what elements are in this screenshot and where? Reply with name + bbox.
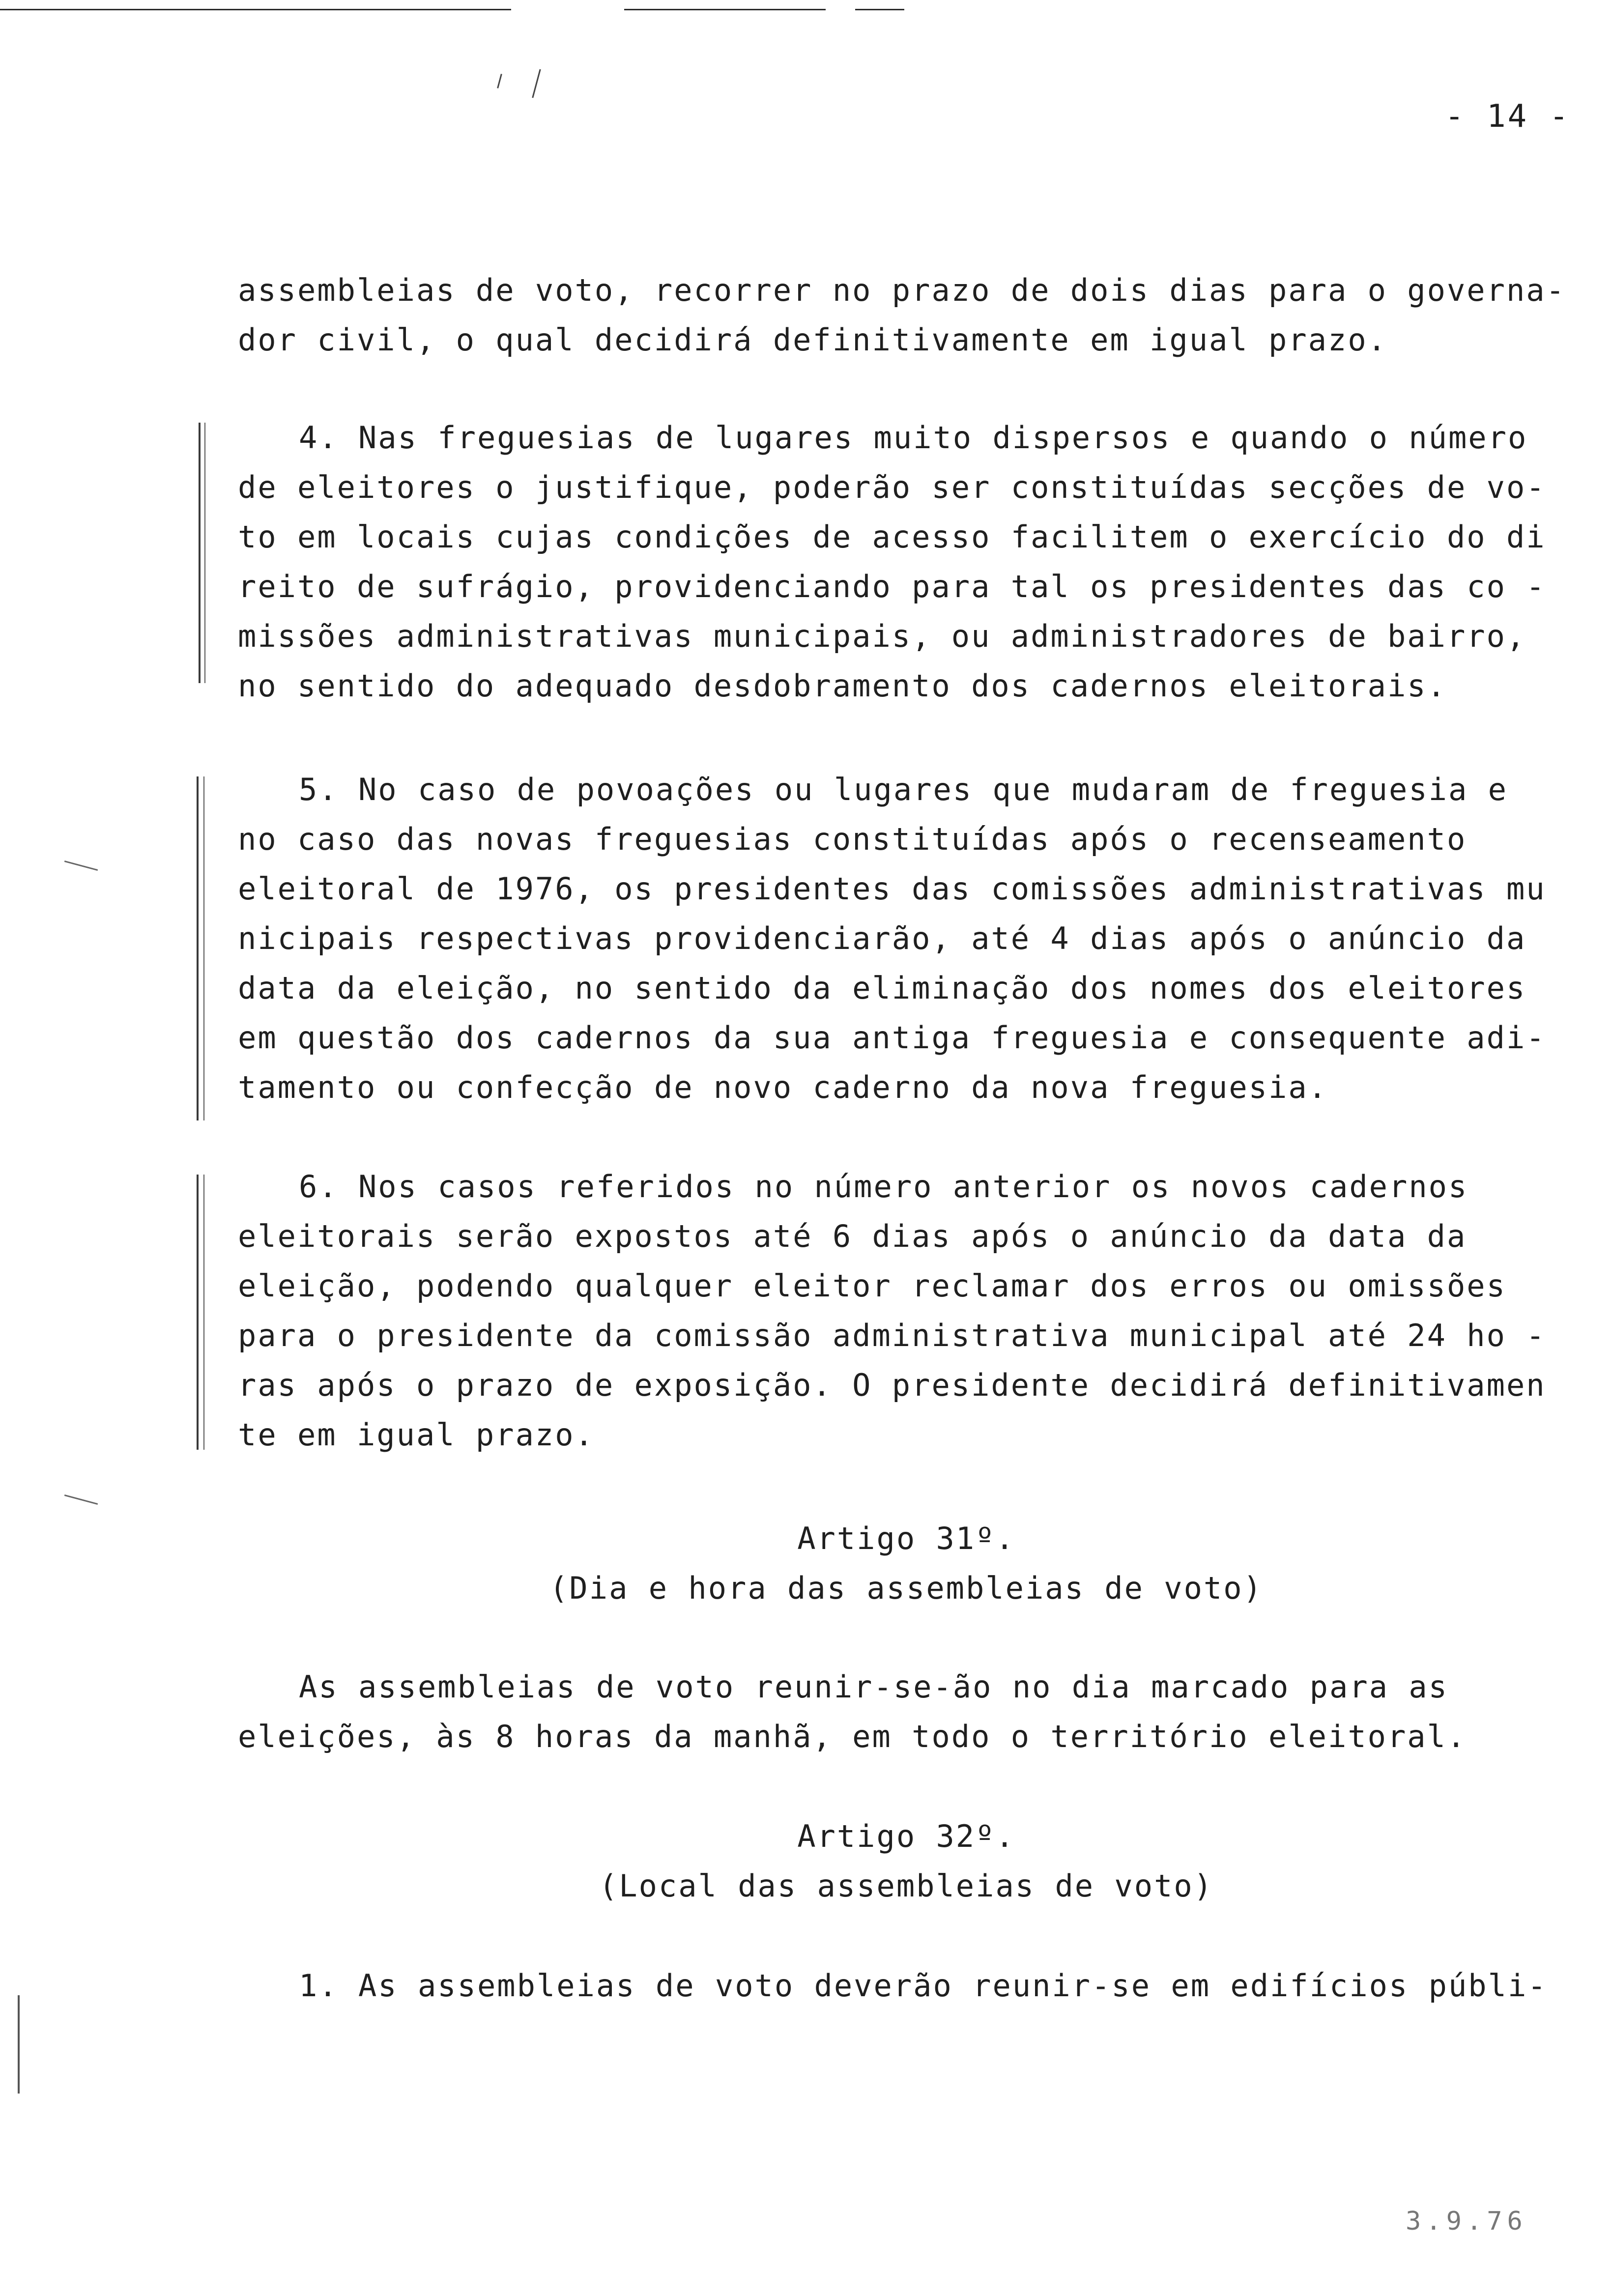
article-31-body <box>238 1662 1575 1761</box>
margin-bar-paragraph-6 <box>197 1175 199 1450</box>
text-line: 1. As assembleias de voto deverão reunir-se em edifícios públi- <box>299 1968 1548 2004</box>
scan-mark <box>497 74 502 88</box>
margin-bar-paragraph-5 <box>203 776 204 1120</box>
text-line: de eleitores o justifique, poderão ser constituídas secções de vo- <box>238 469 1546 505</box>
date-stamp: 3.9.76 <box>1406 2207 1527 2236</box>
text-line: em questão dos cadernos da sua antiga freguesia e consequente adi- <box>238 1020 1546 1056</box>
continuation-paragraph <box>238 265 1575 365</box>
article-32-title: Artigo 32º. <box>797 1818 1015 1854</box>
text-line: 6. Nos casos referidos no número anterior os novos cadernos <box>299 1169 1468 1205</box>
text-line: eleições, às 8 horas da manhã, em todo o território eleitoral. <box>238 1719 1467 1754</box>
text-line: no caso das novas freguesias constituídas após o recenseamento <box>238 821 1467 857</box>
text-line: tamento ou confecção de novo caderno da nova freguesia. <box>238 1069 1328 1105</box>
text-line: to em locais cujas condições de acesso facilitem o exercício do di <box>238 519 1546 555</box>
article-32-subtitle: (Local das assembleias de voto) <box>599 1868 1214 1904</box>
scan-mark <box>64 861 98 871</box>
text-line: eleitorais serão expostos até 6 dias após o anúncio da data da <box>238 1218 1467 1254</box>
text-line: 4. Nas freguesias de lugares muito dispersos e quando o número <box>299 420 1528 456</box>
margin-bar-paragraph-4 <box>199 423 201 683</box>
text-line: missões administrativas municipais, ou administradores de bairro, <box>238 618 1526 654</box>
text-line: 5. No caso de povoações ou lugares que mudaram de freguesia e <box>299 772 1508 807</box>
text-line: eleição, podendo qualquer eleitor reclamar dos erros ou omissões <box>238 1268 1506 1304</box>
article-31-subtitle: (Dia e hora das assembleias de voto) <box>549 1570 1263 1606</box>
text-line: para o presidente da comissão administrativa municipal até 24 ho - <box>238 1318 1546 1353</box>
text-line: assembleias de voto, recorrer no prazo de dois dias para o governa- <box>238 272 1566 308</box>
scan-mark <box>64 1494 98 1505</box>
text-line: As assembleias de voto reunir-se-ão no dia marcado para as <box>299 1669 1448 1705</box>
text-line: eleitoral de 1976, os presidentes das comissões administrativas mu <box>238 871 1546 907</box>
top-border-line <box>0 9 511 10</box>
text-line: reito de sufrágio, providenciando para tal os presidentes das co - <box>238 569 1546 604</box>
top-border-line <box>855 9 904 10</box>
scan-mark <box>18 1995 20 2094</box>
text-line: nicipais respectivas providenciarão, até 4 dias após o anúncio da <box>238 920 1526 956</box>
text-line: dor civil, o qual decidirá definitivamente em igual prazo. <box>238 322 1387 358</box>
page-number: - 14 - <box>1445 98 1571 135</box>
margin-bar-paragraph-4 <box>204 423 205 683</box>
article-32-body <box>238 1961 1575 2010</box>
paragraph-4 <box>238 413 1575 711</box>
article-31-title: Artigo 31º. <box>797 1521 1015 1556</box>
margin-bar-paragraph-6 <box>203 1175 204 1450</box>
text-line: data da eleição, no sentido da eliminação dos nomes dos eleitores <box>238 970 1526 1006</box>
paragraph-6 <box>238 1162 1575 1460</box>
text-line: no sentido do adequado desdobramento dos cadernos eleitorais. <box>238 668 1447 704</box>
text-line: te em igual prazo. <box>238 1417 595 1453</box>
top-border-line <box>624 9 826 10</box>
text-line: ras após o prazo de exposição. O presidente decidirá definitivamen <box>238 1367 1546 1403</box>
paragraph-5 <box>238 765 1575 1112</box>
scan-mark <box>532 69 541 98</box>
margin-bar-paragraph-5 <box>197 776 199 1120</box>
